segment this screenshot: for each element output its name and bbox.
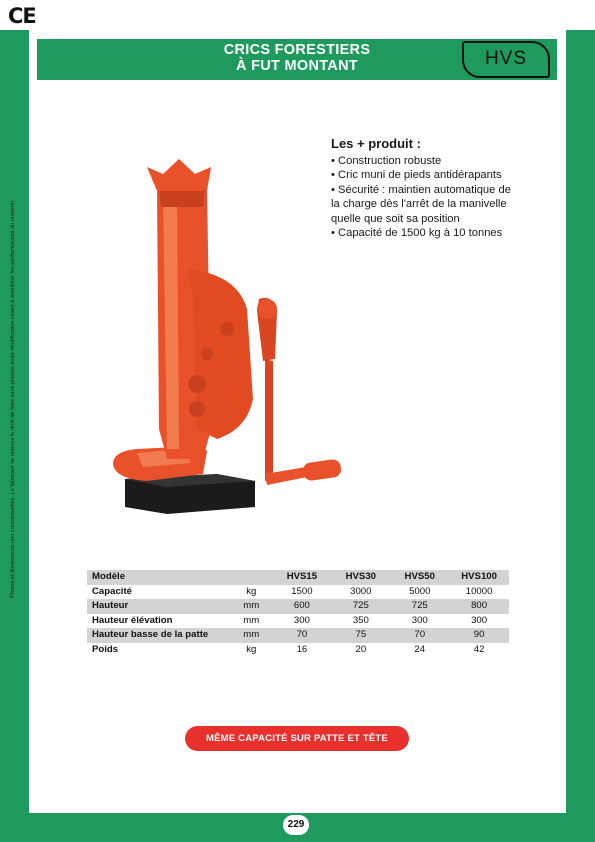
row-value: 725	[390, 599, 449, 614]
title-banner	[37, 39, 557, 80]
table-header-model: HVS30	[331, 570, 390, 585]
table-header-model: HVS15	[272, 570, 331, 585]
row-value: 10000	[465, 585, 493, 597]
feature-item: • Capacité de 1500 kg à 10 tonnes	[331, 227, 503, 239]
table-row	[87, 585, 509, 600]
row-value: 42	[473, 643, 485, 655]
row-value: 300	[293, 614, 310, 626]
table-row	[87, 643, 509, 658]
table-header-row	[87, 570, 509, 585]
row-label: Poids	[92, 643, 119, 655]
feature-item: quelle que soit sa position	[331, 212, 460, 225]
row-unit: mm	[230, 628, 272, 643]
table-row	[87, 599, 509, 614]
feature-item: • Cric muni de pieds antidérapants	[331, 169, 502, 181]
table-header-model: HVS50	[390, 570, 449, 585]
page-number: 229	[283, 815, 309, 835]
row-value: 20	[355, 643, 367, 655]
title-line-2: À FUT MONTANT	[235, 58, 359, 74]
row-value: 1500	[291, 585, 313, 597]
top-white-bar	[0, 0, 595, 30]
row-label: Hauteur élévation	[92, 614, 173, 626]
table-row	[87, 628, 509, 643]
table-header-label: Modèle	[87, 570, 230, 585]
same-capacity-button[interactable]: MÊME CAPACITÉ SUR PATTE ET TÊTE	[185, 726, 409, 751]
row-value: 90	[449, 628, 509, 643]
ce-mark-icon: CE	[8, 4, 36, 28]
row-value: 70	[272, 628, 331, 643]
row-value: 300	[411, 614, 428, 626]
side-disclaimer: Photos et dimensions non contractuelles. Le fabricant se réserve le droit de faire sans préavis toute modification visant à améliorer les performances du matériel.	[10, 199, 16, 598]
row-label: Hauteur basse de la patte	[87, 628, 230, 643]
row-label: Hauteur	[87, 599, 230, 614]
row-value: 800	[449, 599, 509, 614]
row-value: 350	[352, 614, 369, 626]
table-header-unit	[230, 570, 272, 585]
row-value: 725	[331, 599, 390, 614]
title-line-1: CRICS FORESTIERS	[223, 42, 371, 58]
row-label: Capacité	[92, 585, 132, 597]
spec-table	[87, 570, 509, 657]
row-value: 16	[296, 643, 308, 655]
row-value: 5000	[409, 585, 431, 597]
row-value: 75	[331, 628, 390, 643]
row-value: 300	[471, 614, 488, 626]
row-unit: mm	[230, 599, 272, 614]
table-header-model: HVS100	[449, 570, 509, 585]
row-value: 3000	[350, 585, 372, 597]
feature-item: la charge dès l'arrêt de la manivelle	[331, 198, 507, 210]
content-sheet	[29, 29, 566, 813]
hvs-badge-label: HVS	[484, 48, 528, 69]
table-row	[87, 614, 509, 629]
row-value: 24	[414, 643, 426, 655]
row-unit: kg	[246, 643, 257, 655]
row-value: 600	[272, 599, 331, 614]
row-unit: kg	[246, 585, 257, 597]
features-title: Les + produit :	[331, 136, 421, 151]
forestry-jack-image	[107, 129, 347, 519]
product-features	[331, 137, 531, 241]
row-value: 70	[390, 628, 449, 643]
row-unit: mm	[243, 614, 260, 626]
feature-item: • Construction robuste	[331, 154, 442, 167]
feature-item: • Sécurité : maintien automatique de	[331, 183, 511, 196]
hvs-badge	[462, 41, 550, 78]
